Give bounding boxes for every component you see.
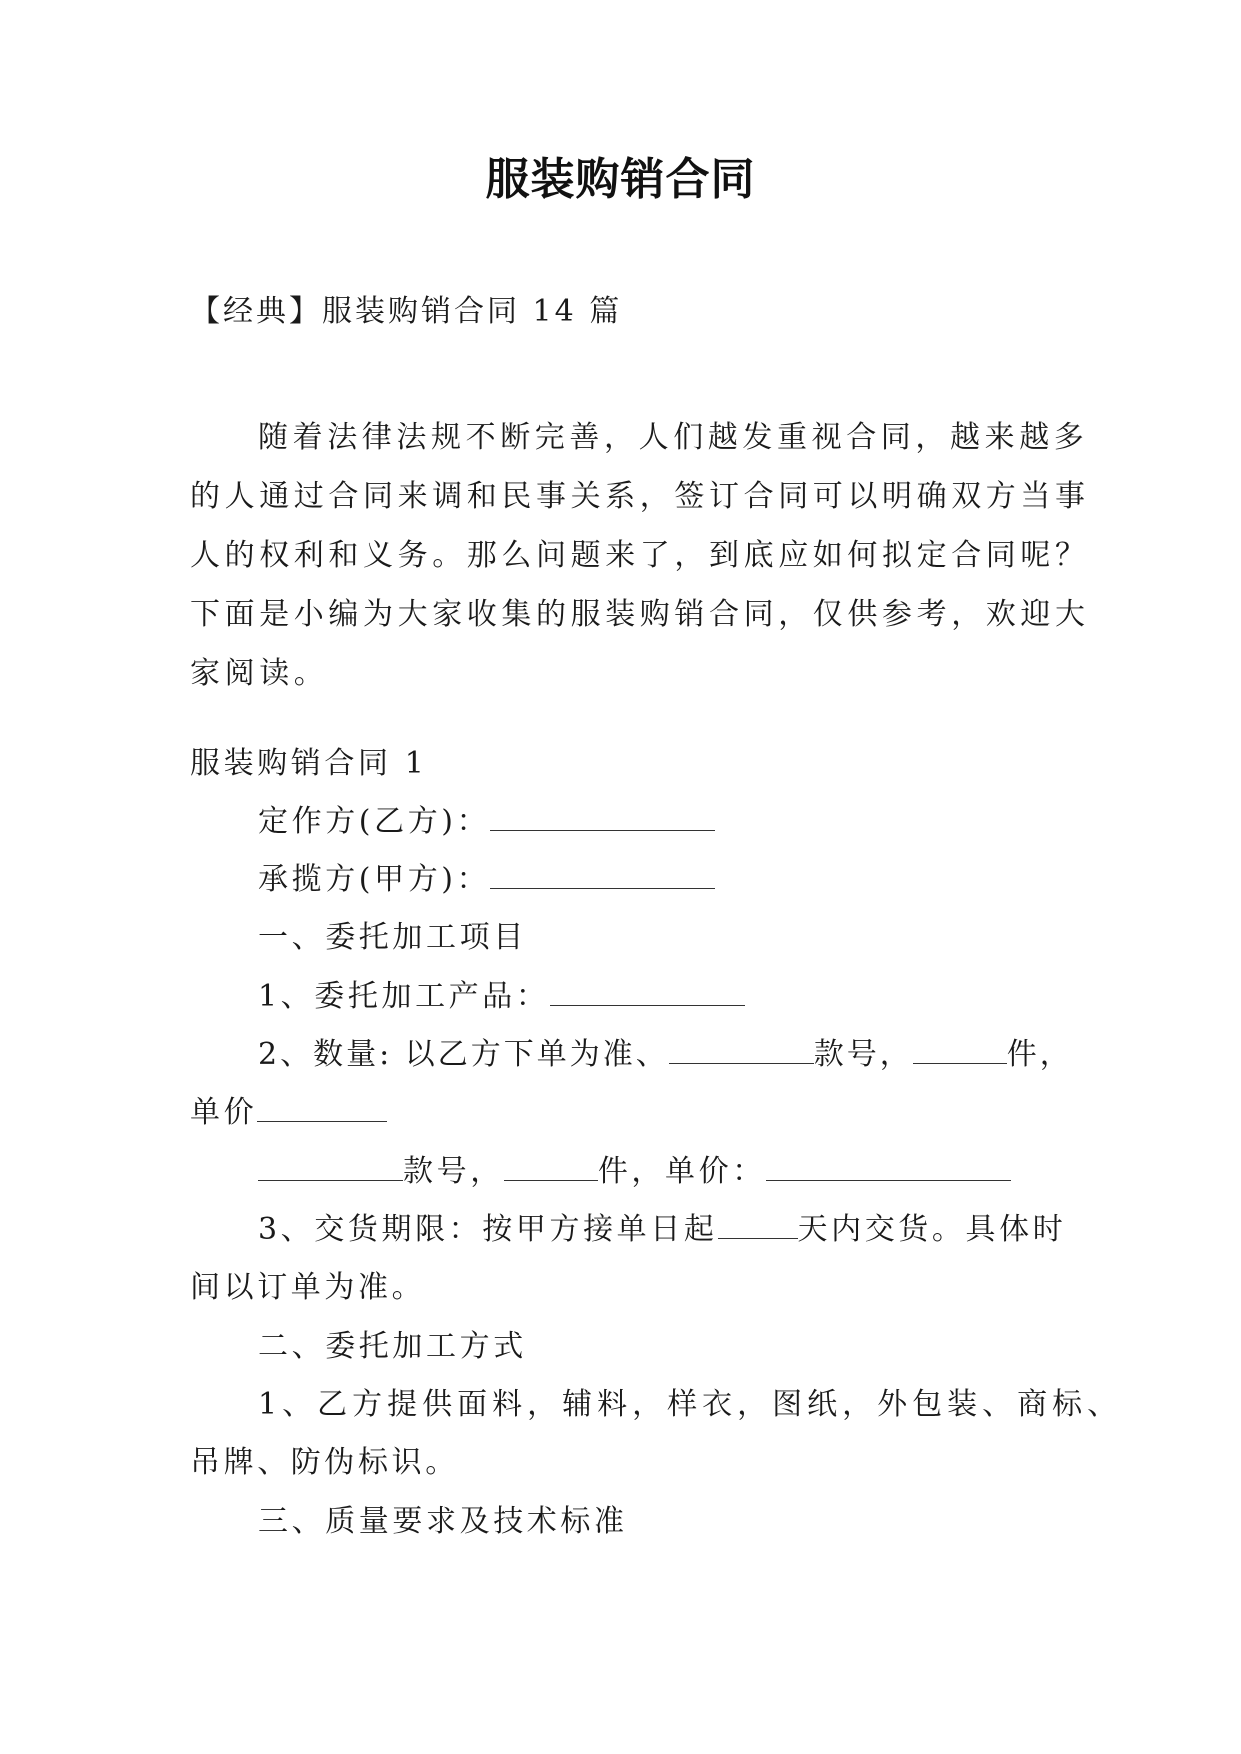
item3-prefix: 3、交货期限：按甲方接单日起 <box>258 1212 718 1247</box>
item2-unitprice-row <box>190 1093 387 1133</box>
item2-row <box>258 1035 1073 1075</box>
item3-row <box>258 1210 1066 1250</box>
item2b-pieces-label: 件，单价： <box>597 1154 766 1189</box>
item1-label: 1、委托加工产品： <box>258 979 550 1014</box>
party-b-blank <box>490 804 715 831</box>
intro-line: 的人通过合同来调和民事关系，签订合同可以明确双方当事 <box>190 479 1090 514</box>
item2-pieces-blank <box>913 1037 1007 1064</box>
item2-prefix: 2、数量: 以乙方下单为准、 <box>258 1037 669 1072</box>
clause3-heading: 三、质量要求及技术标准 <box>258 1504 628 1539</box>
item2b-row <box>258 1152 1011 1192</box>
intro-paragraph <box>190 408 1090 703</box>
clause2-item1-line2: 吊牌、防伪标识。 <box>190 1445 459 1480</box>
item2-unit-price-blank <box>257 1095 387 1122</box>
item1-row <box>258 977 745 1017</box>
item2-style-blank <box>669 1037 814 1064</box>
item2b-unit-price-blank <box>766 1154 1011 1181</box>
document-subtitle: 【经典】服装购销合同 14 篇 <box>190 294 623 329</box>
party-b-label: 定作方(乙方)： <box>258 804 491 839</box>
document-title: 服装购销合同 <box>485 154 756 205</box>
party-a-label: 承揽方(甲方)： <box>258 862 491 897</box>
item2-pieces-label: 件， <box>1006 1037 1073 1072</box>
item2b-style-label: 款号， <box>403 1154 504 1189</box>
clause2-item1-line1: 1、乙方提供面料，辅料，样衣，图纸，外包装、商标、 <box>258 1387 1123 1422</box>
clause1-heading: 一、委托加工项目 <box>258 920 527 955</box>
section-heading: 服装购销合同 1 <box>190 746 428 781</box>
intro-line: 下面是小编为大家收集的服装购销合同，仅供参考，欢迎大 <box>190 597 1090 632</box>
item3-days-blank <box>718 1212 798 1239</box>
item2-style-label: 款号， <box>813 1037 913 1072</box>
item2b-style-blank <box>258 1154 403 1181</box>
clause2-heading: 二、委托加工方式 <box>258 1329 527 1364</box>
item3-line2: 间以订单为准。 <box>190 1270 426 1305</box>
item3-suffix: 天内交货。具体时 <box>797 1212 1067 1247</box>
party-a-blank <box>490 862 715 889</box>
item2b-pieces-blank <box>504 1154 598 1181</box>
intro-line: 随着法律法规不断完善，人们越发重视合同，越来越多 <box>258 420 1089 455</box>
item1-blank <box>550 979 745 1006</box>
party-a-row <box>258 860 715 900</box>
item2-unit-price-label: 单价 <box>190 1095 258 1130</box>
party-b-row <box>258 802 715 842</box>
intro-line: 家阅读。 <box>190 656 329 691</box>
intro-line: 人的权利和义务。那么问题来了，到底应如何拟定合同呢？ <box>190 538 1090 573</box>
